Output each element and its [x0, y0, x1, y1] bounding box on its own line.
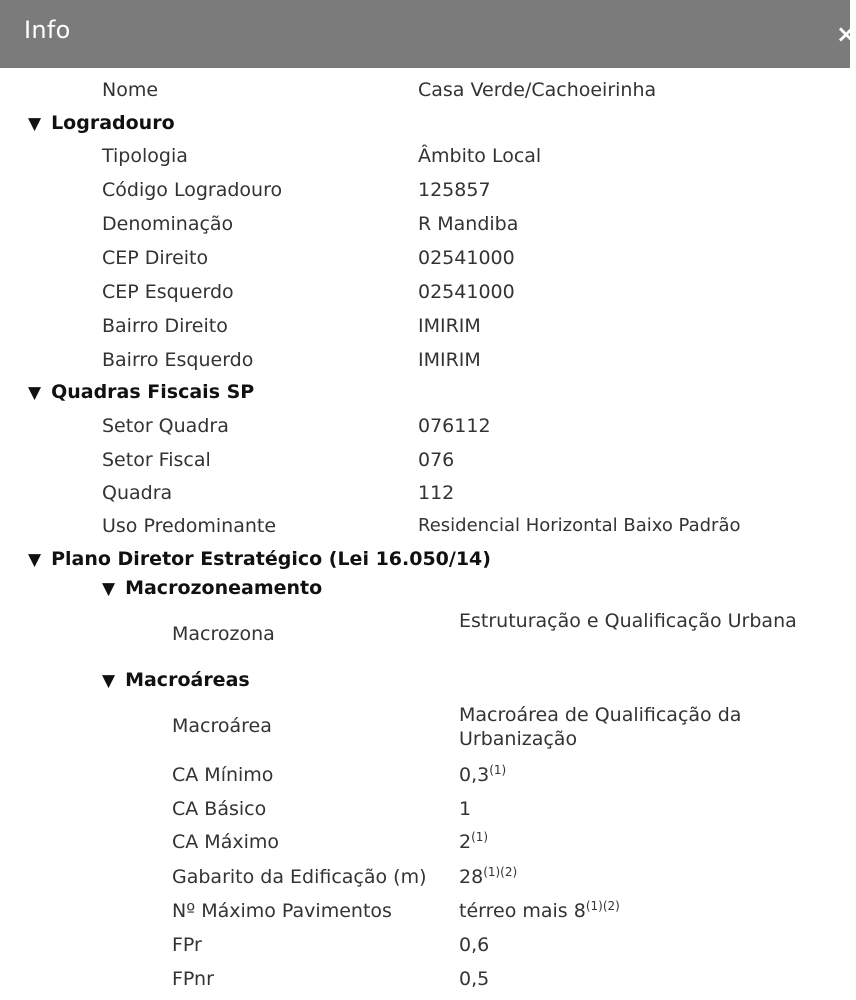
- row-label: Bairro Direito: [102, 315, 228, 337]
- row-value: Residencial Horizontal Baixo Padrão: [418, 515, 741, 536]
- subsection-macroareas[interactable]: [102, 668, 250, 693]
- info-titlebar: [0, 0, 856, 68]
- row-value-text: 1: [459, 798, 472, 820]
- collapse-triangle-icon[interactable]: ▼: [28, 114, 42, 134]
- collapse-triangle-icon[interactable]: ▼: [102, 579, 116, 599]
- macrozona-value: Estruturação e Qualificação Urbana: [459, 610, 797, 632]
- subsection-macrozoneamento-title: Macrozoneamento: [125, 577, 323, 599]
- footnote-ref: (1)(2): [483, 865, 518, 879]
- collapse-triangle-icon[interactable]: ▼: [28, 383, 42, 403]
- row-value: R Mandiba: [418, 213, 519, 235]
- row-value: 076112: [418, 415, 491, 437]
- row-label: Nº Máximo Pavimentos: [172, 900, 392, 922]
- section-plano-title: Plano Diretor Estratégico (Lei 16.050/14): [51, 548, 491, 570]
- row-value: 125857: [418, 179, 491, 201]
- macroarea-value: Macroárea de Qualificação da Urbanização: [459, 704, 742, 750]
- section-quadras-fiscais[interactable]: [28, 380, 254, 405]
- row-label: Uso Predominante: [102, 515, 277, 537]
- footnote-ref: (1): [471, 830, 489, 844]
- row-value: 112: [418, 482, 455, 504]
- footnote-ref: (1)(2): [585, 899, 620, 913]
- row-value-text: 28: [459, 866, 484, 888]
- row-label: Setor Quadra: [102, 415, 229, 437]
- collapse-triangle-icon[interactable]: ▼: [28, 550, 42, 570]
- section-logradouro[interactable]: [28, 111, 175, 136]
- row-value: 076: [418, 449, 455, 471]
- row-label: Setor Fiscal: [102, 449, 211, 471]
- row-label: CA Mínimo: [172, 764, 274, 786]
- collapse-triangle-icon[interactable]: ▼: [102, 671, 116, 691]
- row-label: FPr: [172, 934, 202, 956]
- row-value-text: térreo mais 8: [459, 900, 586, 922]
- section-quadras-title: Quadras Fiscais SP: [51, 381, 255, 403]
- row-label: FPnr: [172, 968, 214, 990]
- row-value: Âmbito Local: [418, 145, 542, 167]
- subsection-macroareas-title: Macroáreas: [125, 669, 250, 691]
- nome-value: Casa Verde/Cachoeirinha: [418, 79, 657, 101]
- row-value-text: 0,3: [459, 764, 490, 786]
- subsection-macrozoneamento[interactable]: [102, 576, 322, 601]
- row-label: CA Máximo: [172, 831, 279, 853]
- row-value: [459, 797, 471, 821]
- row-value: [459, 933, 489, 957]
- footnote-ref: (1): [489, 763, 507, 777]
- nome-label: Nome: [102, 79, 159, 101]
- section-logradouro-title: Logradouro: [51, 112, 175, 134]
- row-value: IMIRIM: [418, 349, 481, 371]
- row-label: Bairro Esquerdo: [102, 349, 254, 371]
- window-title: Info: [24, 16, 71, 44]
- row-value-text: 0,5: [459, 968, 490, 990]
- row-value-text: 2: [459, 831, 472, 853]
- row-value: 02541000: [418, 247, 515, 269]
- section-plano-diretor[interactable]: [28, 547, 491, 572]
- row-value: [459, 763, 506, 787]
- row-label: CEP Esquerdo: [102, 281, 234, 303]
- row-value: [459, 967, 489, 991]
- row-label: Quadra: [102, 482, 173, 504]
- row-label: Gabarito da Edificação (m): [172, 866, 427, 888]
- close-icon[interactable]: ×: [836, 20, 856, 48]
- row-label: Denominação: [102, 213, 234, 235]
- row-value: [459, 899, 620, 923]
- row-label: Tipologia: [102, 145, 188, 167]
- row-value: IMIRIM: [418, 315, 481, 337]
- macroarea-label: Macroárea: [172, 715, 272, 737]
- row-label: Código Logradouro: [102, 179, 283, 201]
- row-label: CEP Direito: [102, 247, 209, 269]
- macrozona-label: Macrozona: [172, 623, 275, 645]
- row-value-text: 0,6: [459, 934, 490, 956]
- row-value: 02541000: [418, 281, 515, 303]
- row-value: [459, 865, 517, 889]
- row-label: CA Básico: [172, 798, 267, 820]
- row-value: [459, 830, 488, 854]
